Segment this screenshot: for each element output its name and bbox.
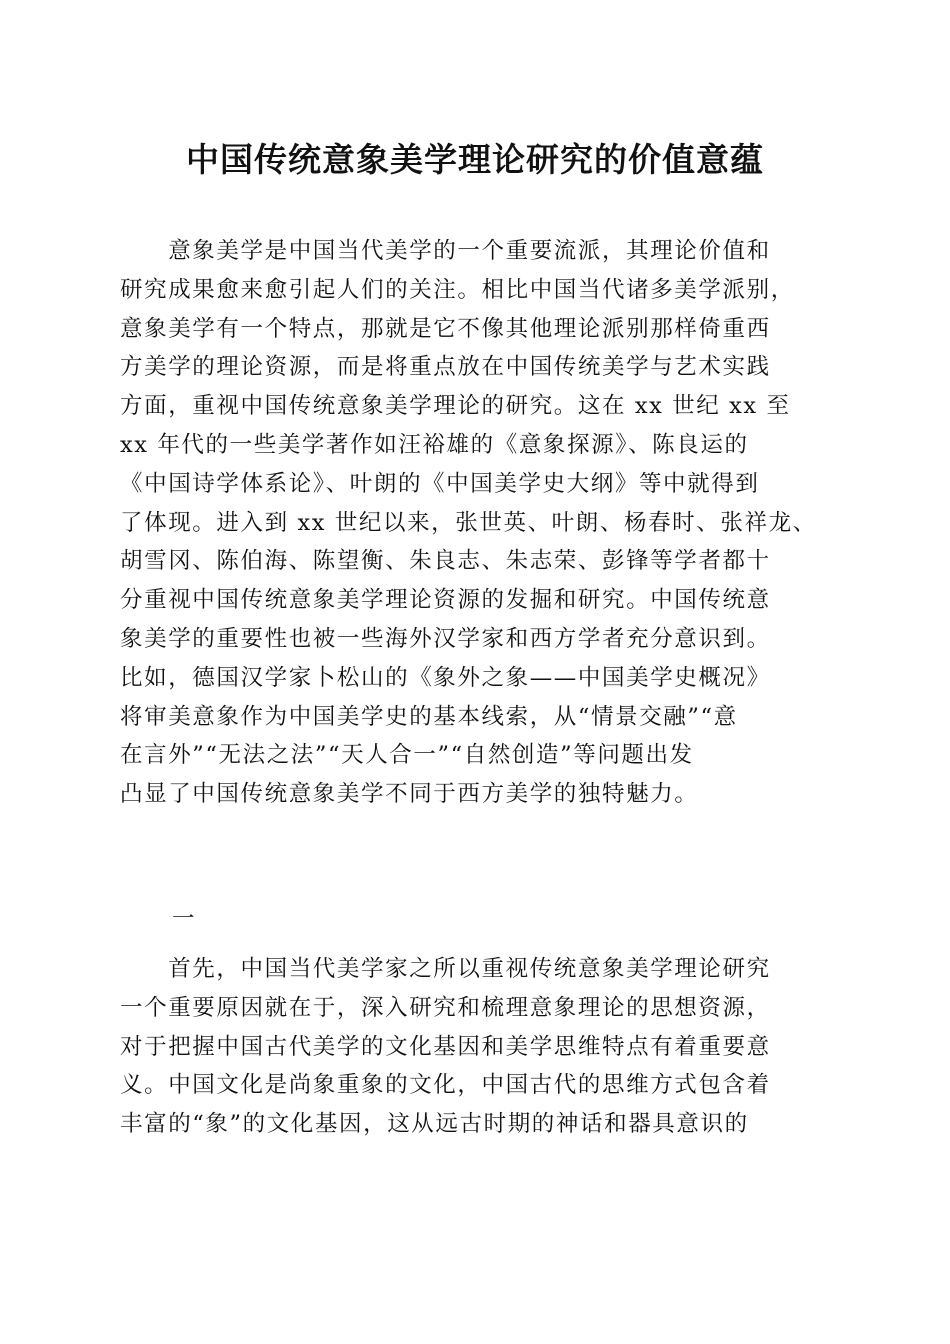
text-line: 象美学的重要性也被一些海外汉学家和西方学者充分意识到。 [120, 625, 771, 652]
text-line: 凸显了中国传统意象美学不同于西方美学的独特魅力。 [120, 781, 699, 808]
text-line: xx 年代的一些美学著作如汪裕雄的《意象探源》、陈良运的 [120, 431, 749, 458]
text-line: 首先，中国当代美学家之所以重视传统意象美学理论研究 [120, 956, 771, 982]
text-line: 将审美意象作为中国美学史的基本线索，从“情景交融”“意 [120, 703, 738, 730]
text-line: 胡雪冈、陈伯海、陈望衡、朱良志、朱志荣、彭锋等学者都十 [120, 548, 771, 575]
text-line: 方面，重视中国传统意象美学理论的研究。这在 xx 世纪 xx 至 [120, 393, 791, 420]
text-line: 了体现。进入到 xx 世纪以来，张世英、叶朗、杨春时、张祥龙、 [120, 509, 817, 536]
text-line: 研究成果愈来愈引起人们的关注。相比中国当代诸多美学派别， [120, 276, 795, 303]
text-line: 丰富的“象”的文化基因，这从远古时期的神话和器具意识的 [120, 1111, 749, 1138]
text-line: 一个重要原因就在于，深入研究和梳理意象理论的思想资源， [120, 994, 771, 1021]
paragraph-section-one [120, 950, 830, 1144]
text-line: 义。中国文化是尚象重象的文化，中国古代的思维方式包含着 [120, 1072, 771, 1099]
text-line: 方美学的理论资源，而是将重点放在中国传统美学与艺术实践 [120, 354, 771, 381]
text-line: 在言外”“无法之法”“天人合一”“自然创造”等问题出发 [120, 742, 694, 769]
paragraph-intro [120, 232, 830, 814]
text-line: 意象美学有一个特点，那就是它不像其他理论派别那样倚重西 [120, 315, 771, 342]
document-title: 中国传统意象美学理论研究的价值意蕴 [186, 140, 764, 179]
section-heading-one: 一 [172, 906, 195, 932]
text-line: 意象美学是中国当代美学的一个重要流派，其理论价值和 [120, 238, 771, 264]
text-line: 对于把握中国古代美学的文化基因和美学思维特点有着重要意 [120, 1033, 771, 1060]
text-line: 比如，德国汉学家卜松山的《象外之象——中国美学史概况》 [120, 664, 771, 691]
text-line: 分重视中国传统意象美学理论资源的发掘和研究。中国传统意 [120, 587, 771, 614]
text-line: 《中国诗学体系论》、叶朗的《中国美学史大纲》等中就得到 [120, 470, 760, 497]
